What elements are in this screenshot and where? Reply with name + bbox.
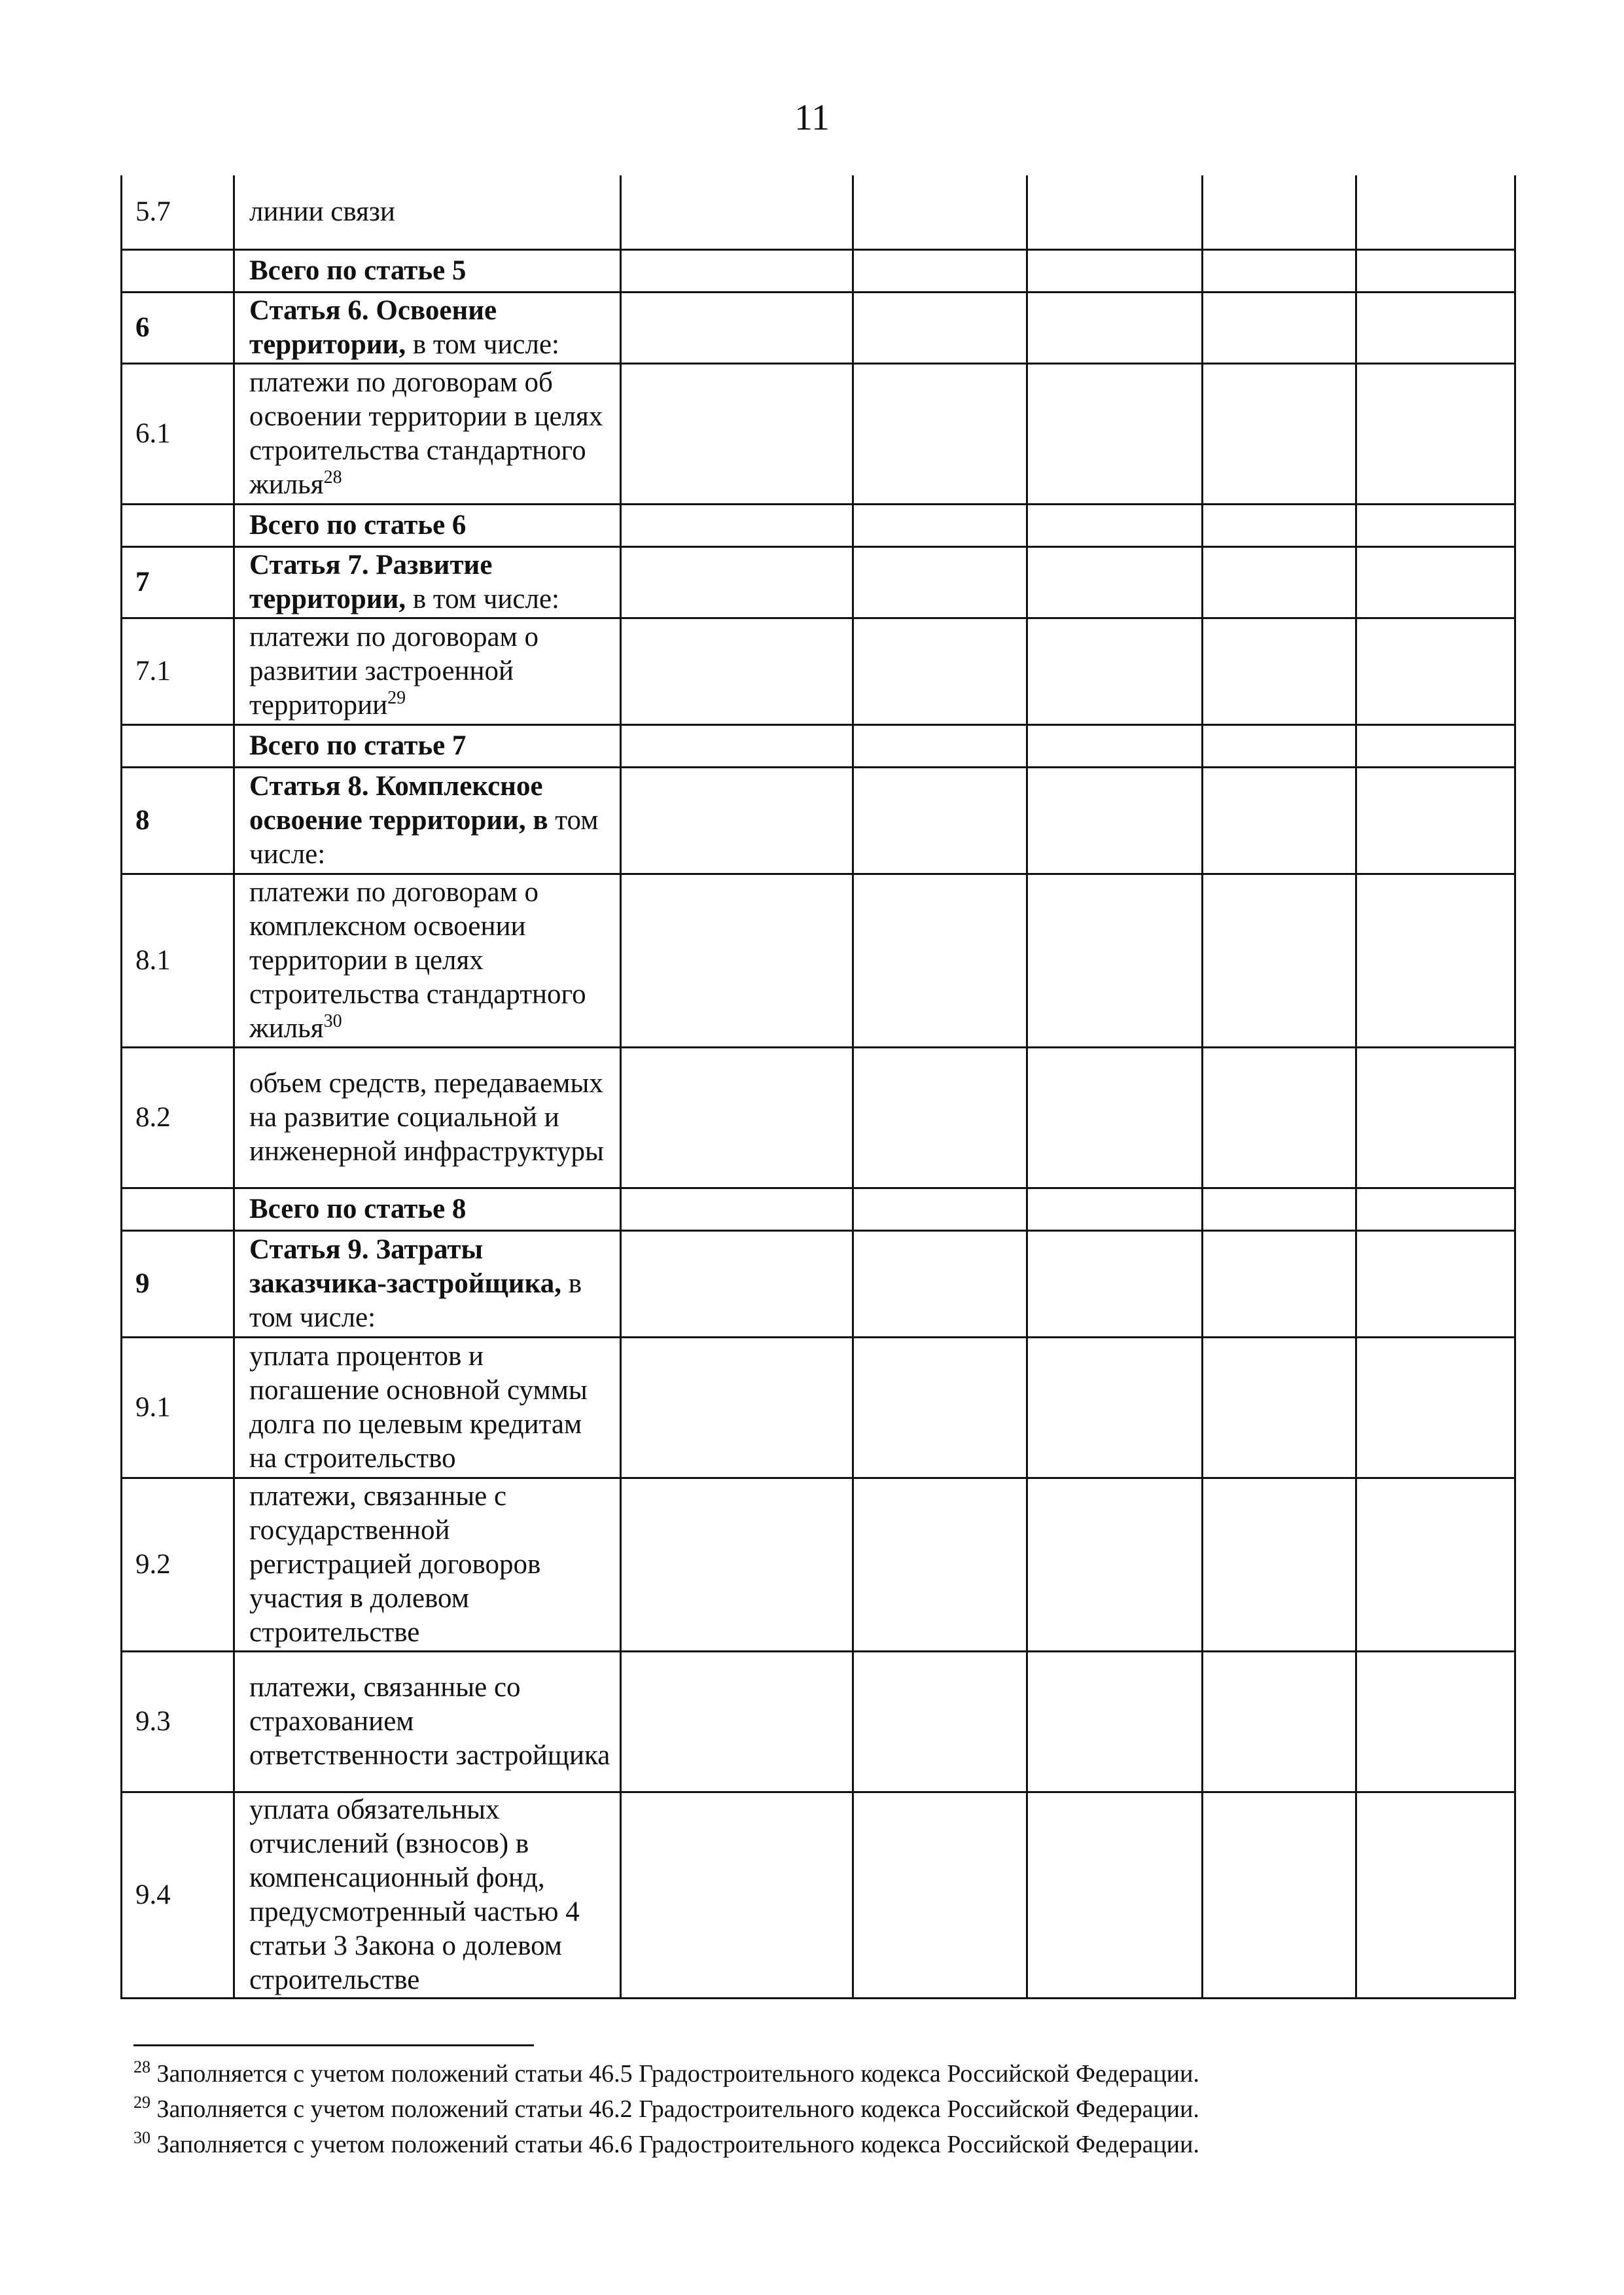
row-description: линии связи	[234, 175, 621, 250]
value-cell	[621, 250, 853, 293]
value-cell	[621, 1652, 853, 1792]
budget-table	[120, 175, 1516, 1999]
value-cell	[1356, 1478, 1515, 1652]
row-description: платежи, связанные с государственной регистрацией договоров участия в долевом строительстве	[234, 1478, 621, 1652]
value-cell	[621, 768, 853, 874]
footnote-mark: 29	[133, 2093, 150, 2112]
value-cell	[1356, 250, 1515, 293]
value-cell	[1203, 618, 1356, 725]
value-cell	[621, 1792, 853, 1999]
article-title-rest: в том числе:	[406, 584, 559, 614]
table-row	[122, 293, 1515, 364]
value-cell	[1356, 1188, 1515, 1231]
row-total-label: Всего по статье 7	[234, 725, 621, 768]
footnote-ref: 30	[323, 1011, 342, 1031]
article-title-rest: в том числе:	[249, 1268, 582, 1333]
value-cell	[1027, 505, 1203, 547]
footnote-ref: 29	[387, 688, 406, 708]
footnote	[133, 2091, 1508, 2127]
table-row	[122, 1652, 1515, 1792]
value-cell	[1027, 874, 1203, 1048]
value-cell	[1203, 293, 1356, 364]
table-row	[122, 1478, 1515, 1652]
table-row	[122, 364, 1515, 505]
table-row	[122, 250, 1515, 293]
row-number: 5.7	[122, 175, 234, 250]
row-number	[122, 250, 234, 293]
row-description: уплата процентов и погашение основной суммы долга по целевым кредитам на строительство	[234, 1338, 621, 1478]
row-number: 8	[122, 768, 234, 874]
value-cell	[853, 1188, 1027, 1231]
value-cell	[621, 725, 853, 768]
value-cell	[853, 1338, 1027, 1478]
row-number: 9.2	[122, 1478, 234, 1652]
row-number: 7.1	[122, 618, 234, 725]
value-cell	[621, 1048, 853, 1188]
table-row	[122, 768, 1515, 874]
value-cell	[853, 1652, 1027, 1792]
value-cell	[1356, 547, 1515, 618]
footnotes	[133, 2056, 1508, 2162]
value-cell	[621, 874, 853, 1048]
value-cell	[853, 505, 1027, 547]
value-cell	[1027, 1048, 1203, 1188]
value-cell	[1356, 1792, 1515, 1999]
value-cell	[853, 874, 1027, 1048]
row-number: 6.1	[122, 364, 234, 505]
footnote-divider	[133, 2044, 534, 2046]
value-cell	[853, 1478, 1027, 1652]
value-cell	[1203, 768, 1356, 874]
value-cell	[853, 725, 1027, 768]
row-number	[122, 1188, 234, 1231]
row-number	[122, 505, 234, 547]
row-number: 6	[122, 293, 234, 364]
table-row	[122, 1792, 1515, 1999]
value-cell	[1356, 618, 1515, 725]
footnote-text: Заполняется с учетом положений статьи 46.6 Градостроительного кодекса Российской Федерации.	[150, 2131, 1199, 2158]
value-cell	[1356, 1338, 1515, 1478]
value-cell	[853, 547, 1027, 618]
row-total-label: Всего по статье 6	[234, 505, 621, 547]
row-description: платежи по договорам о развитии застроенной территории$^{29}$	[234, 618, 621, 725]
value-cell	[853, 293, 1027, 364]
value-cell	[1203, 1478, 1356, 1652]
value-cell	[1203, 547, 1356, 618]
footnote	[133, 2056, 1508, 2091]
row-description: платежи по договорам о комплексном освоении территории в целях строительства стандартного жилья$^{30}$	[234, 874, 621, 1048]
table-row	[122, 1048, 1515, 1188]
footnote-mark: 30	[133, 2128, 150, 2147]
value-cell	[621, 618, 853, 725]
value-cell	[1356, 725, 1515, 768]
value-cell	[1027, 175, 1203, 250]
row-number: 9.4	[122, 1792, 234, 1999]
article-title: Статья 9. Затраты заказчика-застройщика,	[249, 1234, 561, 1299]
row-number	[122, 725, 234, 768]
value-cell	[1356, 874, 1515, 1048]
value-cell	[621, 1188, 853, 1231]
value-cell	[1027, 618, 1203, 725]
value-cell	[1027, 1478, 1203, 1652]
value-cell	[1356, 175, 1515, 250]
value-cell	[1203, 364, 1356, 505]
value-cell	[1027, 250, 1203, 293]
row-description: уплата обязательных отчислений (взносов) в компенсационный фонд, предусмотренный частью 4 статьи 3 Закона о долевом строительстве	[234, 1792, 621, 1999]
article-title-rest: в том числе:	[406, 329, 559, 360]
value-cell	[621, 1231, 853, 1338]
value-cell	[1027, 547, 1203, 618]
value-cell	[1203, 1338, 1356, 1478]
value-cell	[621, 1338, 853, 1478]
row-number: 9.3	[122, 1652, 234, 1792]
value-cell	[1027, 1792, 1203, 1999]
table-row	[122, 618, 1515, 725]
page-number: 11	[794, 98, 830, 138]
value-cell	[621, 364, 853, 505]
row-description	[234, 293, 621, 364]
row-number: 8.1	[122, 874, 234, 1048]
value-cell	[621, 293, 853, 364]
row-description	[234, 768, 621, 874]
value-cell	[621, 1478, 853, 1652]
value-cell	[621, 175, 853, 250]
value-cell	[853, 364, 1027, 505]
value-cell	[1027, 768, 1203, 874]
value-cell	[1356, 364, 1515, 505]
value-cell	[853, 1792, 1027, 1999]
value-cell	[1203, 1188, 1356, 1231]
row-description: платежи, связанные со страхованием ответственности застройщика	[234, 1652, 621, 1792]
value-cell	[1203, 1792, 1356, 1999]
table-row	[122, 547, 1515, 618]
table-row	[122, 1338, 1515, 1478]
value-cell	[1027, 1188, 1203, 1231]
row-description	[234, 1231, 621, 1338]
table-row	[122, 725, 1515, 768]
value-cell	[1356, 1231, 1515, 1338]
row-number: 9.1	[122, 1338, 234, 1478]
row-number: 8.2	[122, 1048, 234, 1188]
value-cell	[1203, 175, 1356, 250]
value-cell	[1203, 505, 1356, 547]
value-cell	[853, 1231, 1027, 1338]
value-cell	[1027, 725, 1203, 768]
row-number: 7	[122, 547, 234, 618]
row-description: платежи по договорам об освоении территории в целях строительства стандартного жилья$^{28}$	[234, 364, 621, 505]
value-cell	[853, 175, 1027, 250]
table-row	[122, 505, 1515, 547]
footnote	[133, 2127, 1508, 2162]
value-cell	[853, 618, 1027, 725]
value-cell	[1027, 1652, 1203, 1792]
value-cell	[1356, 505, 1515, 547]
value-cell	[621, 505, 853, 547]
value-cell	[853, 250, 1027, 293]
row-description	[234, 547, 621, 618]
value-cell	[1203, 250, 1356, 293]
table-row	[122, 175, 1515, 250]
article-title: Статья 6. Освоение территории,	[249, 295, 497, 360]
value-cell	[1203, 725, 1356, 768]
value-cell	[1356, 768, 1515, 874]
row-total-label: Всего по статье 8	[234, 1188, 621, 1231]
table-row	[122, 1231, 1515, 1338]
footnote-ref: 28	[323, 467, 342, 488]
row-number: 9	[122, 1231, 234, 1338]
article-title-rest: том числе:	[249, 805, 599, 870]
value-cell	[1027, 293, 1203, 364]
row-description: объем средств, передаваемых на развитие социальной и инженерной инфраструктуры	[234, 1048, 621, 1188]
value-cell	[1027, 1231, 1203, 1338]
footnote-text: Заполняется с учетом положений статьи 46.5 Градостроительного кодекса Российской Федерации.	[150, 2060, 1199, 2088]
table-row	[122, 874, 1515, 1048]
value-cell	[1203, 1652, 1356, 1792]
value-cell	[1027, 1338, 1203, 1478]
value-cell	[1356, 293, 1515, 364]
footnote-text: Заполняется с учетом положений статьи 46.2 Градостроительного кодекса Российской Федерации.	[150, 2095, 1199, 2123]
value-cell	[1203, 1231, 1356, 1338]
value-cell	[1027, 364, 1203, 505]
value-cell	[1203, 1048, 1356, 1188]
value-cell	[853, 1048, 1027, 1188]
value-cell	[853, 768, 1027, 874]
article-title: Статья 8. Комплексное освоение территории, в	[249, 771, 548, 836]
table-row	[122, 1188, 1515, 1231]
row-total-label: Всего по статье 5	[234, 250, 621, 293]
value-cell	[1203, 874, 1356, 1048]
article-title: Статья 7. Развитие территории,	[249, 550, 493, 614]
value-cell	[621, 547, 853, 618]
footnote-mark: 28	[133, 2057, 150, 2076]
value-cell	[1356, 1048, 1515, 1188]
value-cell	[1356, 1652, 1515, 1792]
